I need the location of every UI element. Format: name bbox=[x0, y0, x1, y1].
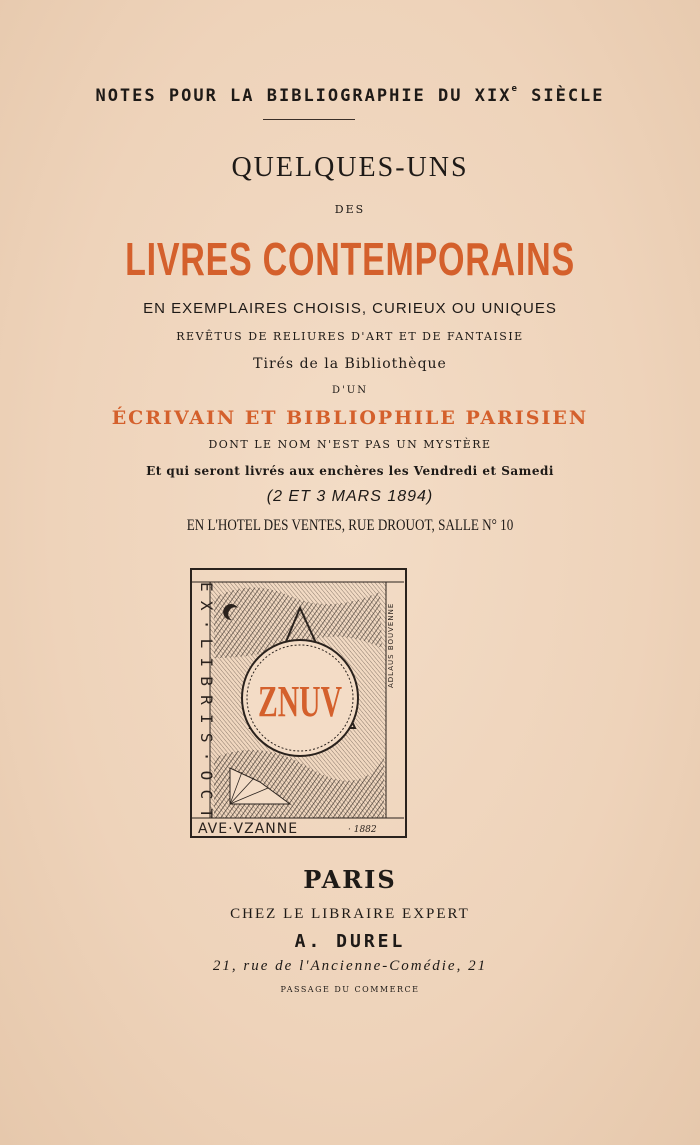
series-header-suffix: SIÈCLE bbox=[518, 86, 605, 106]
main-title: LIVRES CONTEMPORAINS bbox=[125, 233, 575, 285]
imprint-publisher: A. DUREL bbox=[294, 931, 406, 952]
imprint-passage: PASSAGE DU COMMERCE bbox=[280, 985, 420, 994]
subtitle-1: EN EXEMPLAIRES CHOISIS, CURIEUX OU UNIQUES bbox=[143, 300, 557, 317]
series-header-prefix: NOTES POUR LA BIBLIOGRAPHIE DU XIX bbox=[95, 86, 512, 106]
bookplate-left-text: EX·LIBRIS·OCT bbox=[197, 582, 216, 818]
bookplate-year: · 1882 bbox=[348, 825, 377, 835]
subtitle-2: REVÊTUS DE RELIURES D'ART ET DE FANTAISIE bbox=[176, 330, 524, 343]
bookplate-right-text: ADLAUS BOUVENNE bbox=[387, 602, 395, 688]
title-line-2: DES bbox=[334, 203, 366, 216]
author-line: ÉCRIVAIN ET BIBLIOPHILE PARISIEN bbox=[111, 407, 589, 429]
bookplate-bottom-text: AVE·VZANNE bbox=[198, 821, 299, 837]
title-line-1: QUELQUES-UNS bbox=[231, 152, 469, 183]
bookplate-image bbox=[190, 568, 407, 838]
sale-line: Et qui seront livrés aux enchères les Vendredi et Samedi bbox=[146, 464, 554, 478]
subtitle-4: D'UN bbox=[332, 385, 368, 396]
imprint-line-1: CHEZ LE LIBRAIRE EXPERT bbox=[230, 906, 470, 922]
series-header bbox=[0, 86, 700, 106]
series-header-superscript: e bbox=[511, 84, 519, 94]
imprint-address: 21, rue de l'Ancienne-Comédie, 21 bbox=[212, 958, 488, 974]
subtitle-3: Tirés de la Bibliothèque bbox=[253, 356, 447, 372]
subtitle-5: DONT LE NOM N'EST PAS UN MYSTÈRE bbox=[208, 438, 492, 451]
imprint-city: PARIS bbox=[303, 865, 397, 894]
sale-dates: (2 ET 3 MARS 1894) bbox=[266, 488, 434, 505]
bookplate-monogram: ZNUV bbox=[258, 677, 343, 726]
sale-place: EN L'HOTEL DES VENTES, RUE DROUOT, SALLE N° 10 bbox=[186, 517, 514, 534]
header-divider bbox=[263, 119, 355, 120]
